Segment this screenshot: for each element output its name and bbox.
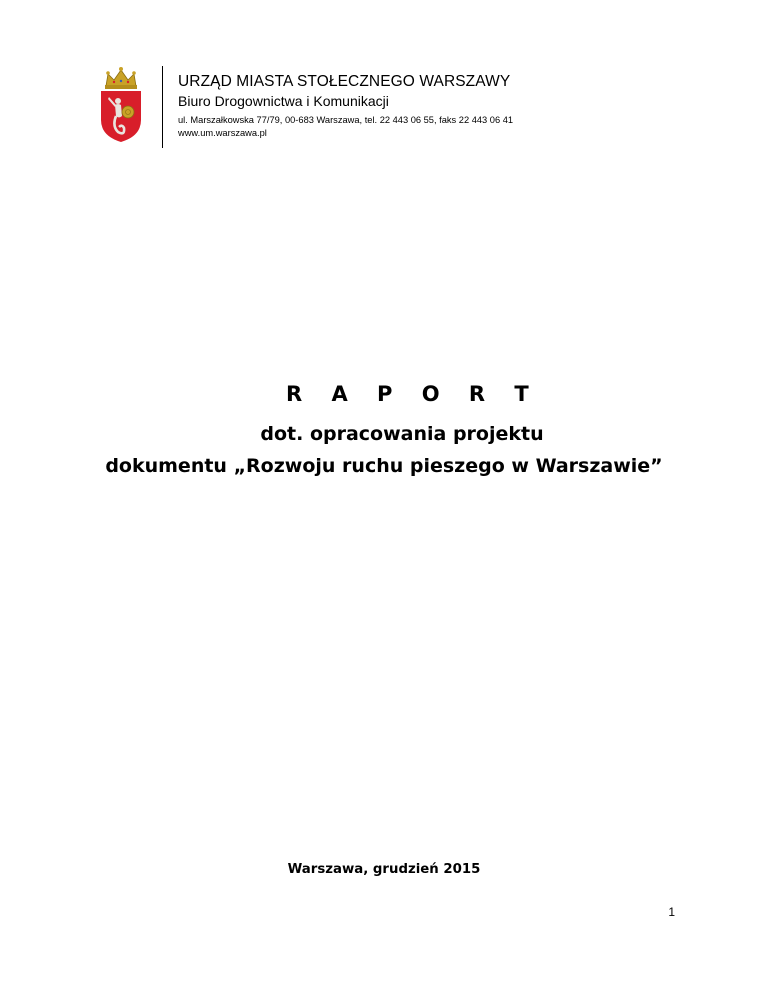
page-number: 1 bbox=[668, 905, 675, 919]
warsaw-coat-of-arms-icon bbox=[92, 64, 150, 144]
bureau-name: Biuro Drogownictwa i Komunikacji bbox=[178, 93, 389, 109]
report-subtitle-line-2: dokumentu „Rozwoju ruchu pieszego w Warszawie” bbox=[105, 455, 663, 477]
letterhead-divider bbox=[162, 66, 163, 148]
letterhead-text bbox=[178, 72, 558, 139]
crown-icon bbox=[105, 67, 137, 89]
office-address: ul. Marszałkowska 77/79, 00-683 Warszawa, tel. 22 443 06 55, faks 22 443 06 41 bbox=[178, 115, 514, 125]
office-name: URZĄD MIASTA STOŁECZNEGO WARSZAWY bbox=[178, 73, 511, 90]
place-and-date: Warszawa, grudzień 2015 bbox=[287, 862, 481, 877]
letterhead bbox=[90, 62, 550, 152]
office-website: www.um.warszawa.pl bbox=[178, 127, 267, 138]
report-subtitle-line-1: dot. opracowania projektu bbox=[260, 423, 544, 445]
report-title: R A P O R T bbox=[286, 382, 540, 406]
